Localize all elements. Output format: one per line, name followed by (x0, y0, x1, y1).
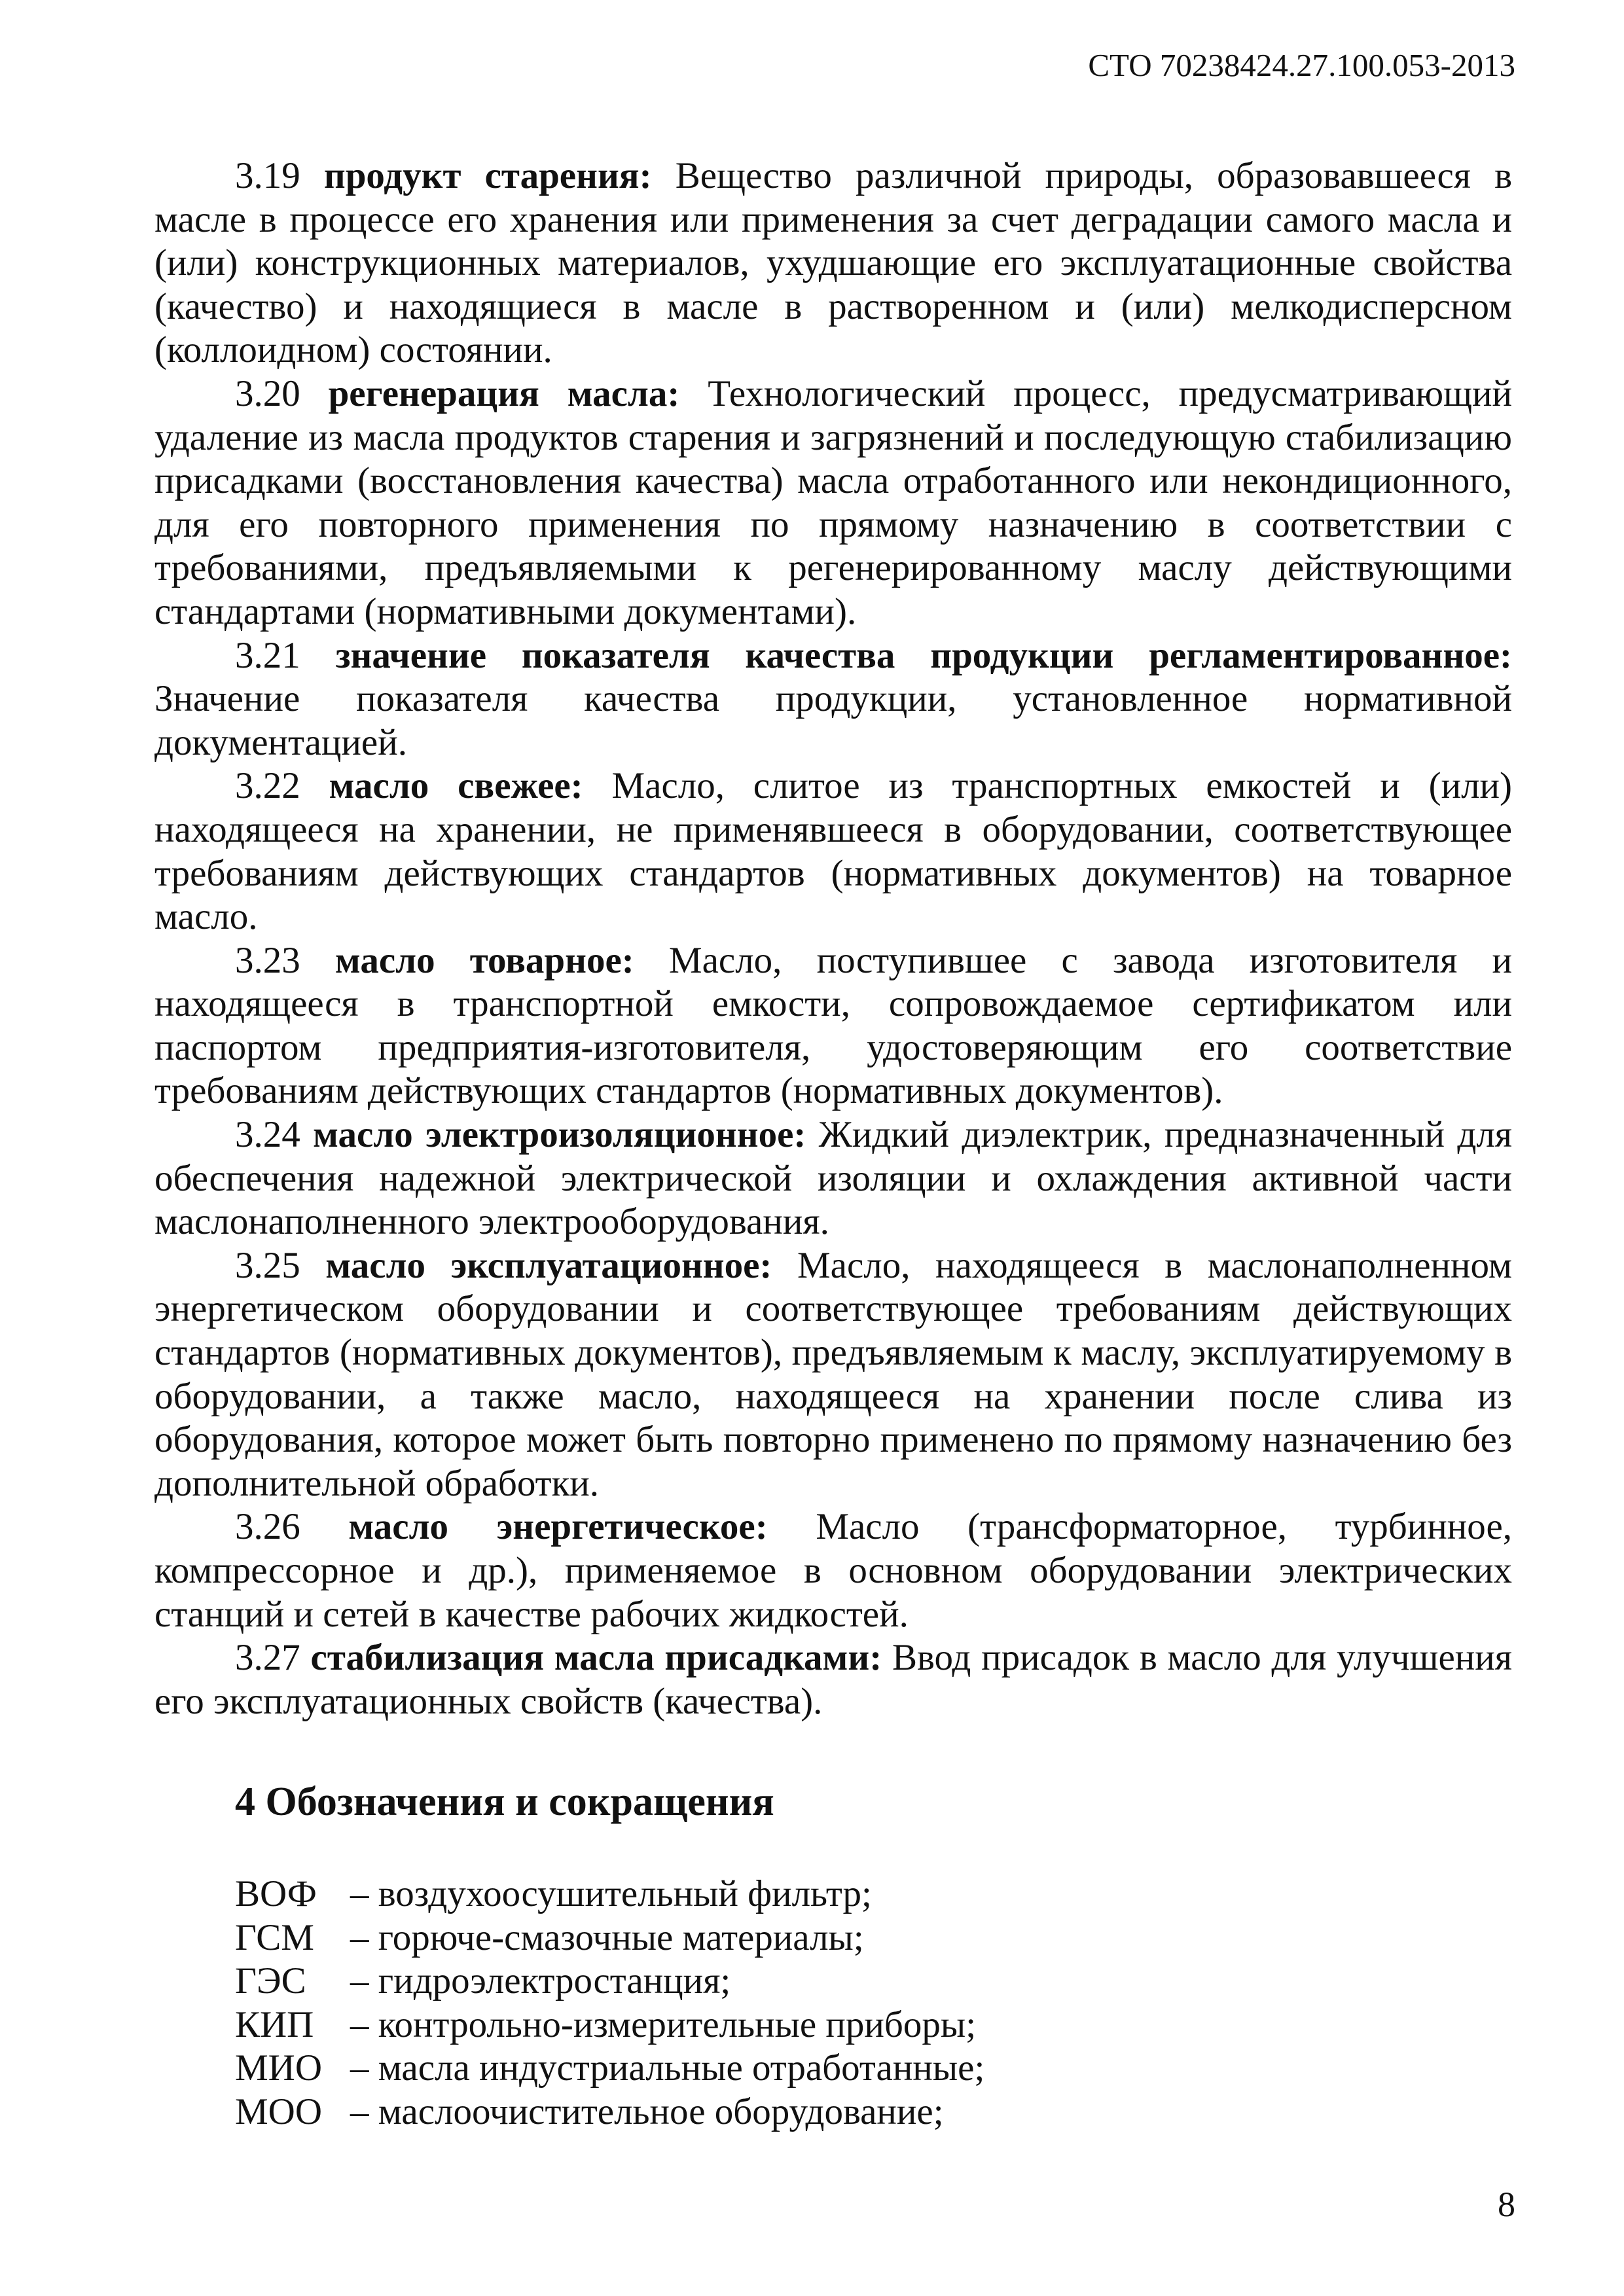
definition-text: Масло (трансформаторное, турбинное, компрессорное и др.), применяемое в основном оборудовании электрических станций и сетей в качестве рабочих жидкостей. (154, 1506, 1513, 1635)
definition-term: масло товарное: (334, 939, 634, 981)
definition-term: масло свежее: (329, 765, 583, 807)
definition-term: стабилизация масла присадками: (310, 1637, 882, 1679)
abbreviation-row (235, 2047, 1512, 2090)
abbreviation-meaning: – масла индустриальные отработанные; (350, 2047, 985, 2089)
definition-term: значение показателя качества продукции регламентированное: (335, 634, 1513, 676)
definition-number: 3.19 (235, 155, 300, 196)
definition-number: 3.20 (235, 372, 300, 414)
abbreviation-row (235, 2090, 1512, 2134)
abbreviation-meaning: – маслоочистительное оборудование; (350, 2090, 944, 2132)
section-heading (154, 1776, 1512, 1828)
page-number: 8 (1498, 2185, 1515, 2224)
abbreviation-row (235, 1916, 1512, 1960)
definition-term: масло энергетическое: (348, 1506, 768, 1548)
definition-item (154, 939, 1512, 1113)
abbreviation-term: ВОФ (235, 1873, 317, 1915)
definition-number: 3.25 (235, 1244, 300, 1286)
definition-text: Значение показателя качества продукции, установленное нормативной документацией. (154, 678, 1512, 763)
abbreviation-term: МОО (235, 2090, 323, 2132)
abbreviation-meaning: – горюче-смазочные материалы; (350, 1916, 864, 1958)
section-number: 4 (235, 1780, 255, 1825)
abbreviation-meaning: – гидроэлектростанция; (350, 1960, 731, 2002)
definition-term: масло электроизоляционное: (313, 1114, 806, 1156)
definition-text: Масло, поступившее с завода изготовителя и находящееся в транспортной емкости, сопровождаемое сертификатом или паспортом предприятия-изготовителя, удостоверяющим его соответствие требованиям действующих стандартов (нормативных документов). (154, 939, 1513, 1112)
abbreviation-row (235, 1873, 1512, 1916)
section-title: Обозначения и сокращения (265, 1780, 774, 1825)
definition-number: 3.24 (235, 1114, 300, 1156)
abbreviation-term: ГЭС (235, 1960, 306, 2002)
definition-text: Масло, слитое из транспортных емкостей и (или) находящееся на хранении, не применявшееся в оборудовании, соответствующее требованиям действующих стандартов (нормативных документов) на товарное масло. (154, 765, 1512, 938)
definitions-list (154, 154, 1512, 1723)
definition-number: 3.23 (235, 939, 300, 981)
definition-number: 3.26 (235, 1506, 300, 1548)
abbreviation-row (235, 2003, 1512, 2047)
definition-text: Масло, находящееся в маслонаполненном энергетическом оборудовании и соответствующее требованиям действующих стандартов (нормативных документов), предъявляемым к маслу, эксплуатируемому в оборудовании, а также масло, находящееся на хранении после слива из оборудования, которое может быть повторно применено по прямому назначению без дополнительной обработки. (154, 1244, 1512, 1504)
abbreviations-list (154, 1873, 1512, 2134)
page-content (154, 154, 1512, 2134)
definition-item (154, 372, 1512, 634)
definition-text: Ввод присадок в масло для улучшения его эксплуатационных свойств (качества). (154, 1637, 1512, 1722)
abbreviation-meaning: – воздухоосушительный фильтр; (350, 1873, 872, 1915)
abbreviation-term: МИО (235, 2047, 323, 2089)
abbreviation-term: ГСМ (235, 1916, 314, 1958)
definition-number: 3.27 (235, 1637, 300, 1679)
definition-item (154, 1505, 1512, 1636)
definition-number: 3.21 (235, 634, 300, 676)
abbreviation-row (235, 1960, 1512, 2003)
abbreviation-meaning: – контрольно-измерительные приборы; (350, 2003, 977, 2045)
definition-term: масло эксплуатационное: (325, 1244, 772, 1286)
definition-item (154, 1244, 1512, 1506)
document-code: СТО 70238424.27.100.053-2013 (1088, 47, 1515, 83)
definition-term: продукт старения: (323, 155, 652, 196)
definition-item (154, 154, 1512, 372)
abbreviation-term: КИП (235, 2003, 314, 2045)
definition-item (154, 1113, 1512, 1244)
definition-item (154, 634, 1512, 765)
definition-text: Технологический процесс, предусматривающий удаление из масла продуктов старения и загрязнений и последующую стабилизацию присадками (восстановления качества) масла отработанного или некондиционного, для его повторного применения по прямому назначению в соответствии с требованиями, предъявляемыми к регенерированному маслу действующими стандартами (нормативными документами). (154, 372, 1513, 632)
definition-number: 3.22 (235, 765, 300, 807)
definition-term: регенерация масла: (328, 372, 680, 414)
definition-text: Жидкий диэлектрик, предназначенный для обеспечения надежной электрической изоляции и охлаждения активной части маслонаполненного электрооборудования. (154, 1114, 1513, 1243)
definition-item (154, 764, 1512, 939)
definition-item (154, 1636, 1512, 1723)
definition-text: Вещество различной природы, образовавшееся в масле в процессе его хранения или применения за счет деградации самого масла и (или) конструкционных материалов, ухудшающие его эксплуатационные свойства (качество) и находящиеся в масле в растворенном и (или) мелкодисперсном (коллоидном) состоянии. (154, 155, 1513, 371)
